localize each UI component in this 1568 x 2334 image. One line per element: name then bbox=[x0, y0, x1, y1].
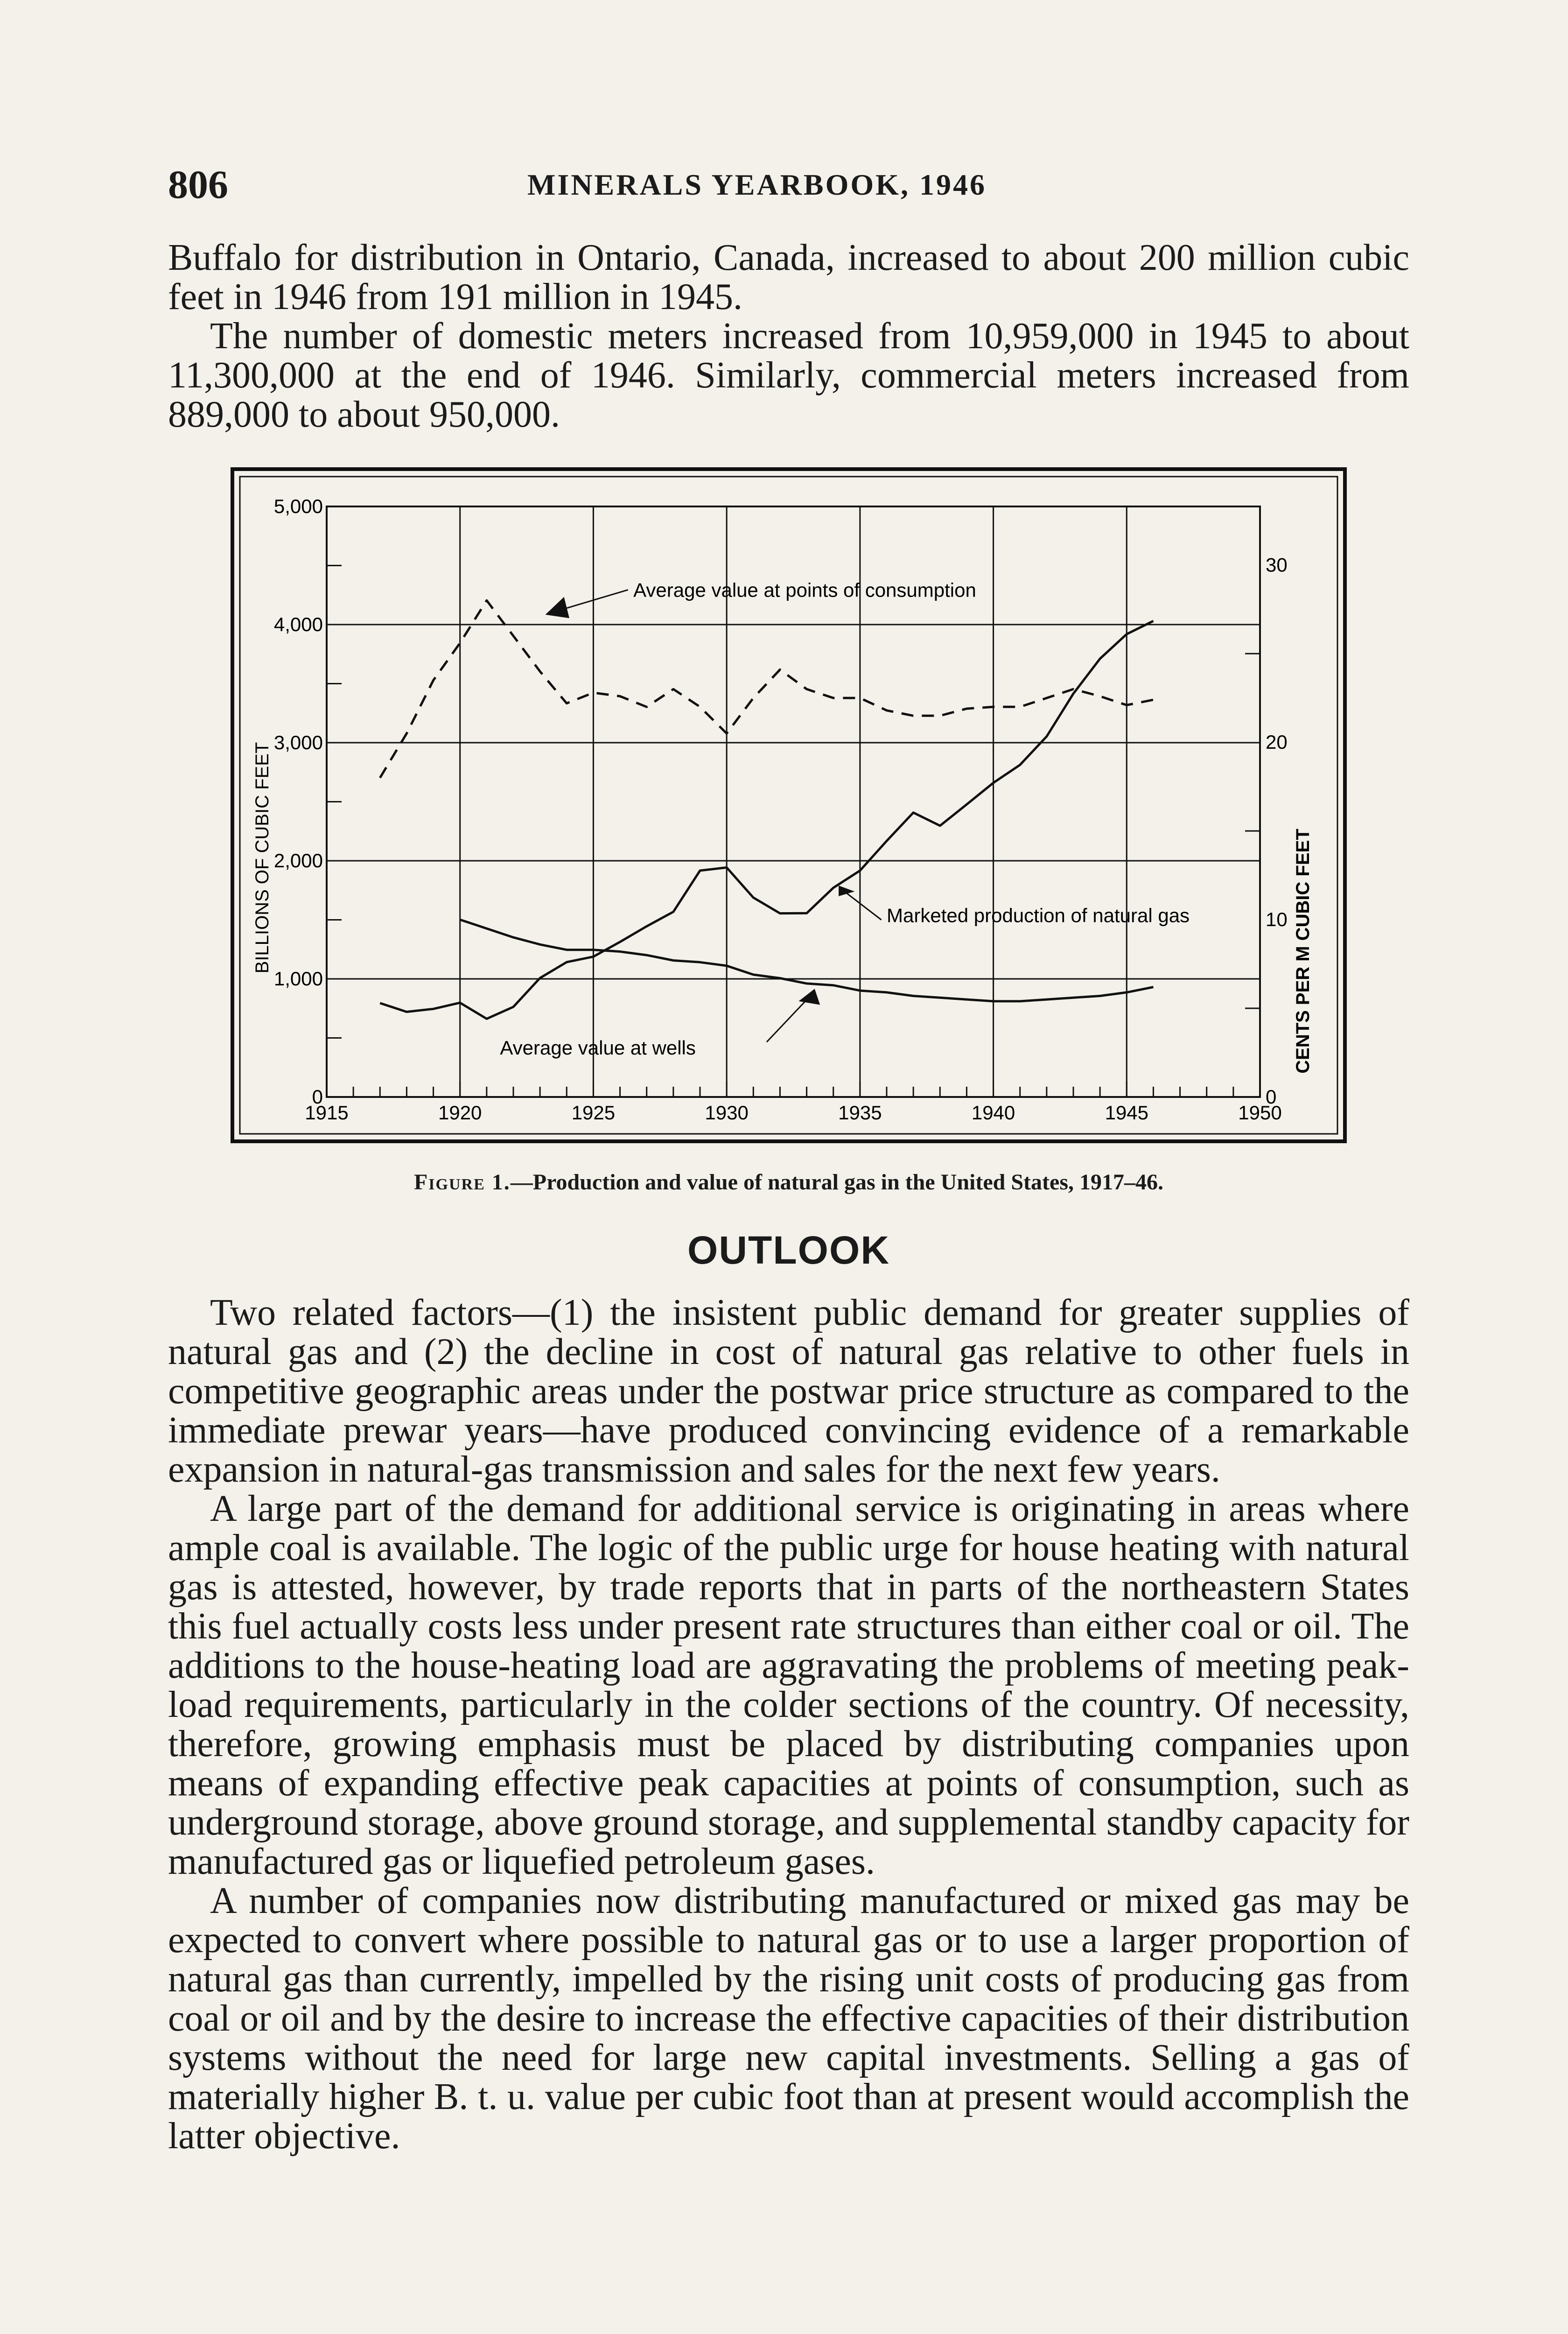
section-heading: OUTLOOK bbox=[687, 1228, 890, 1272]
y2-tick-label: 10 bbox=[1266, 908, 1288, 931]
outlook-text bbox=[168, 1293, 1409, 2156]
production-value-chart bbox=[224, 460, 1353, 1160]
y2-axis-label: CENTS PER M CUBIC FEET bbox=[1293, 829, 1313, 1074]
y-tick-label: 0 bbox=[312, 1086, 323, 1108]
x-tick-label: 1940 bbox=[971, 1102, 1015, 1124]
y2-tick-label: 20 bbox=[1266, 731, 1288, 753]
series-line bbox=[380, 621, 1153, 1019]
paragraph: A number of companies now distributing manufactured or mixed gas may be expected to convert where possible to natural gas or to use a larger proportion of natural gas than currently, impelled by the rising unit costs of producing gas from coal or oil and by the desire to increase the effective capacities of their distribution systems without the need for large new capital investments. Selling a gas of materially higher B. t. u. value per cubic foot than at present would accomplish the latter objective. bbox=[168, 1880, 1409, 2157]
y-tick-label: 3,000 bbox=[273, 731, 323, 753]
paragraph: The number of domestic meters increased from 10,959,000 in 1945 to about 11,300,000 at the end of 1946. Similarly, commercial meters increased from 889,000 to about 950,000. bbox=[168, 316, 1409, 435]
annotation-arrowhead bbox=[798, 989, 820, 1005]
y-tick-label: 4,000 bbox=[273, 613, 323, 635]
y-tick-label: 1,000 bbox=[273, 968, 323, 990]
y2-tick-label: 0 bbox=[1266, 1086, 1277, 1108]
x-tick-label: 1925 bbox=[571, 1102, 616, 1124]
series-line bbox=[380, 600, 1153, 778]
annotation-arrow bbox=[841, 889, 882, 920]
annotation-label: Average value at wells bbox=[500, 1036, 696, 1059]
page-number: 806 bbox=[168, 162, 228, 207]
annotation-label: Marketed production of natural gas bbox=[887, 904, 1190, 927]
chart-outer-frame bbox=[232, 469, 1345, 1141]
x-tick-label: 1950 bbox=[1238, 1102, 1282, 1124]
x-tick-label: 1915 bbox=[305, 1102, 349, 1124]
y2-tick-label: 30 bbox=[1266, 554, 1288, 576]
y-axis-label: BILLIONS OF CUBIC FEET bbox=[252, 742, 273, 974]
caption-text: —Production and value of natural gas in the United States, 1917–46. bbox=[510, 1170, 1163, 1195]
running-head: MINERALS YEARBOOK, 1946 bbox=[527, 168, 987, 201]
x-tick-label: 1920 bbox=[438, 1102, 482, 1124]
chart-inner-frame bbox=[240, 477, 1337, 1134]
figure-1 bbox=[224, 460, 1353, 1160]
x-tick-label: 1930 bbox=[705, 1102, 749, 1124]
paragraph: A large part of the demand for additional service is originating in areas where ample coal is available. The logic of the public urge for house heating with natural gas is attested, however, by trade reports that in parts of the northeastern States this fuel actually costs less under present rate structures than either coal or oil. The additions to the house-heating load are aggravating the problems of meeting peak-load requirements, particularly in the colder sections of the country. Of necessity, therefore, growing emphasis must be placed by distributing companies upon means of expanding effective peak capacities at points of consumption, such as underground storage, above ground storage, and supplemental standby capacity for manufactured gas or liquefied petroleum gases. bbox=[168, 1488, 1409, 1882]
y-tick-label: 2,000 bbox=[273, 850, 323, 872]
y-tick-label: 5,000 bbox=[273, 495, 323, 517]
series-line bbox=[460, 920, 1154, 1001]
paragraph: Buffalo for distribution in Ontario, Canada, increased to about 200 million cubic feet in 1946 from 191 million in 1945. bbox=[168, 237, 1409, 317]
intro-text bbox=[168, 238, 1409, 434]
x-tick-label: 1935 bbox=[838, 1102, 882, 1124]
paragraph: Two related factors—(1) the insistent public demand for greater supplies of natural gas and (2) the decline in cost of natural gas relative to other fuels in competitive geographic areas under the postwar price structure as compared to the immediate prewar years—have produced convincing evidence of a remarkable expansion in natural-gas transmission and sales for the next few years. bbox=[168, 1292, 1409, 1490]
figure-caption bbox=[168, 1169, 1409, 1195]
caption-label: Figure 1. bbox=[413, 1170, 511, 1195]
annotation-label: Average value at points of consumption bbox=[633, 579, 976, 601]
annotation-arrowhead bbox=[546, 597, 569, 619]
x-tick-label: 1945 bbox=[1105, 1102, 1149, 1124]
annotation-arrowhead bbox=[839, 886, 854, 896]
page-header bbox=[168, 161, 1409, 212]
